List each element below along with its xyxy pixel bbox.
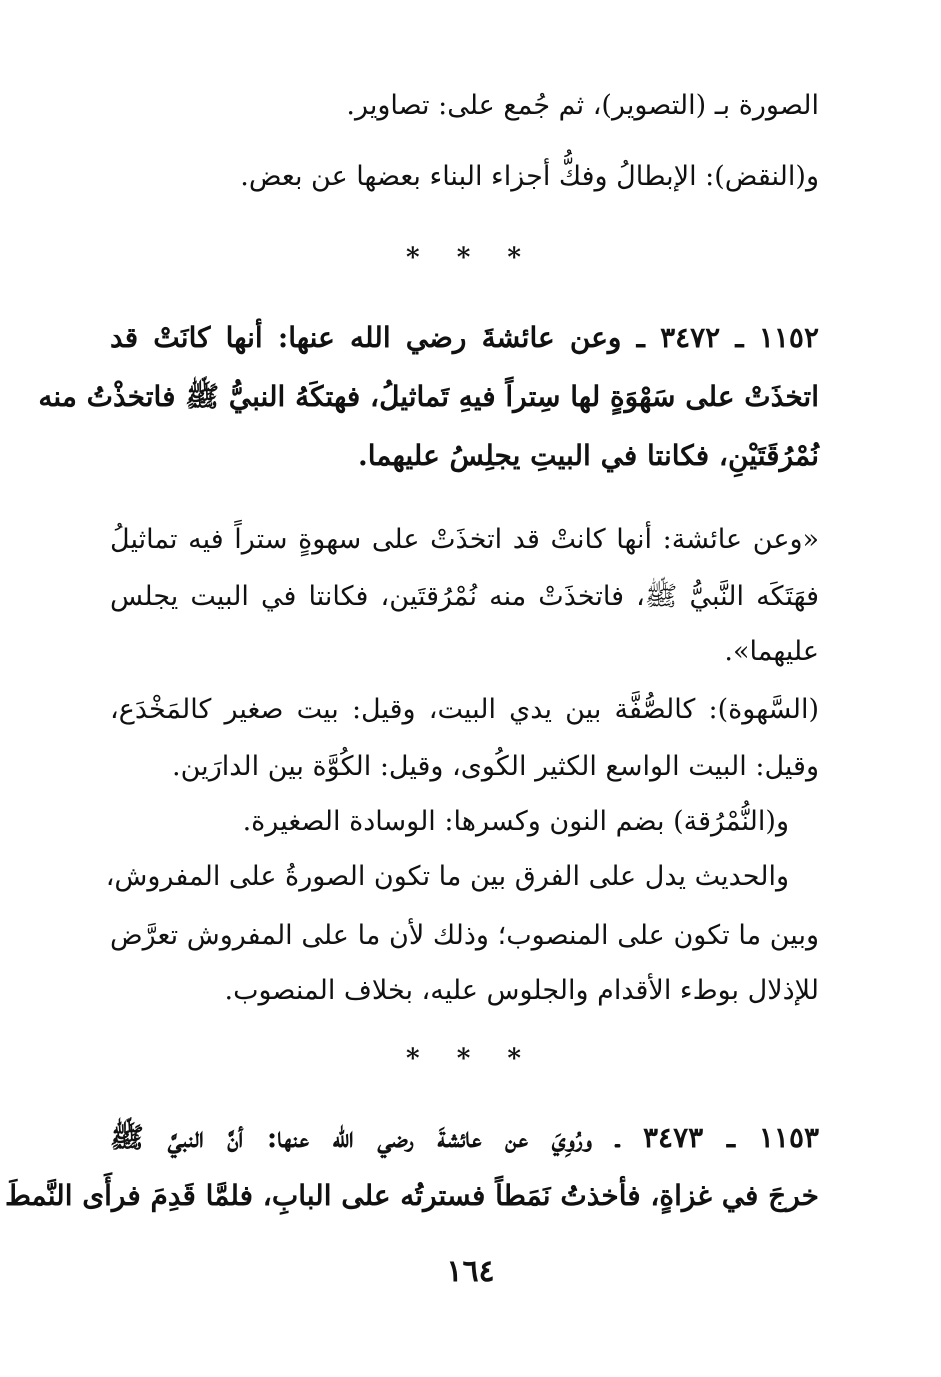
hadith-1152-line-2: اتخذَتْ على سَهْوَةٍ لها سِتراً فيهِ تَماثيلُ، فهتكَهُ النبيُّ ﷺ فاتخذْتُ منه — [38, 380, 819, 413]
definition-tasawir-line: الصورة بـ (التصوير)، ثم جُمع على: تصاوير. — [346, 90, 819, 121]
note-line-3: للإذلال بوطء الأقدام والجلوس عليه، بخلاف المنصوب. — [224, 975, 819, 1006]
definition-sahwa-line-2: وقيل: البيت الواسع الكثير الكُوى، وقيل: الكُوَّة بين الدارَين. — [172, 751, 819, 782]
commentary-quote-line-3: عليهما». — [724, 636, 819, 667]
definition-sahwa-line-1: (السَّهوة): كالصُّفَّة بين يدي البيت، وقيل: بيت صغير كالمَخْدَع، — [110, 694, 819, 725]
definition-numruqa-line: و(النُّمْرُقة) بضم النون وكسرها: الوسادة الصغيرة. — [242, 806, 789, 837]
hadith-1152-line-1: ١١٥٢ ـ ٣٤٧٢ ـ وعن عائشةَ رضي الله عنها: أنها كانَتْ قد — [110, 321, 819, 354]
page-number: ١٦٤ — [446, 1254, 495, 1289]
definition-naqd-line: و(النقض): الإبطالُ وفكُّ أجزاء البناء بعضها عن بعض. — [240, 161, 819, 192]
hadith-1152-line-3: نُمْرُقَتَيْنِ، فكانتا في البيتِ يجلِسُ عليهما. — [357, 439, 819, 472]
note-line-2: وبين ما تكون على المنصوب؛ وذلك لأن ما على المفروش تعرَّض — [110, 920, 819, 951]
hadith-1153-line-2: خرجَ في غزاةٍ، فأخذتُ نَمَطاً فسترتُه على البابِ، فلمَّا قَدِمَ فرأَى النَّمطَ — [4, 1179, 819, 1212]
section-separator-2: * * * — [406, 1044, 535, 1074]
section-separator: * * * — [406, 243, 535, 273]
note-line-1: والحديث يدل على الفرق بين ما تكون الصورةُ على المفروش، — [105, 861, 789, 892]
hadith-1153-line-1: ١١٥٣ ـ ٣٤٧٣ ـ ورُوِيَ عن عائشةَ رضي الله عنها: أنَّ النبيَّ ﷺ — [110, 1121, 820, 1154]
commentary-quote-line-2: فهَتَكَه النَّبيُّ ﷺ، فاتخذَتْ منه نُمْرُقتَين، فكانتا في البيت يجلس — [110, 581, 819, 612]
commentary-quote-line-1: «وعن عائشة: أنها كانتْ قد اتخذَتْ على سهوةٍ ستراً فيه تماثيلُ — [110, 524, 819, 555]
